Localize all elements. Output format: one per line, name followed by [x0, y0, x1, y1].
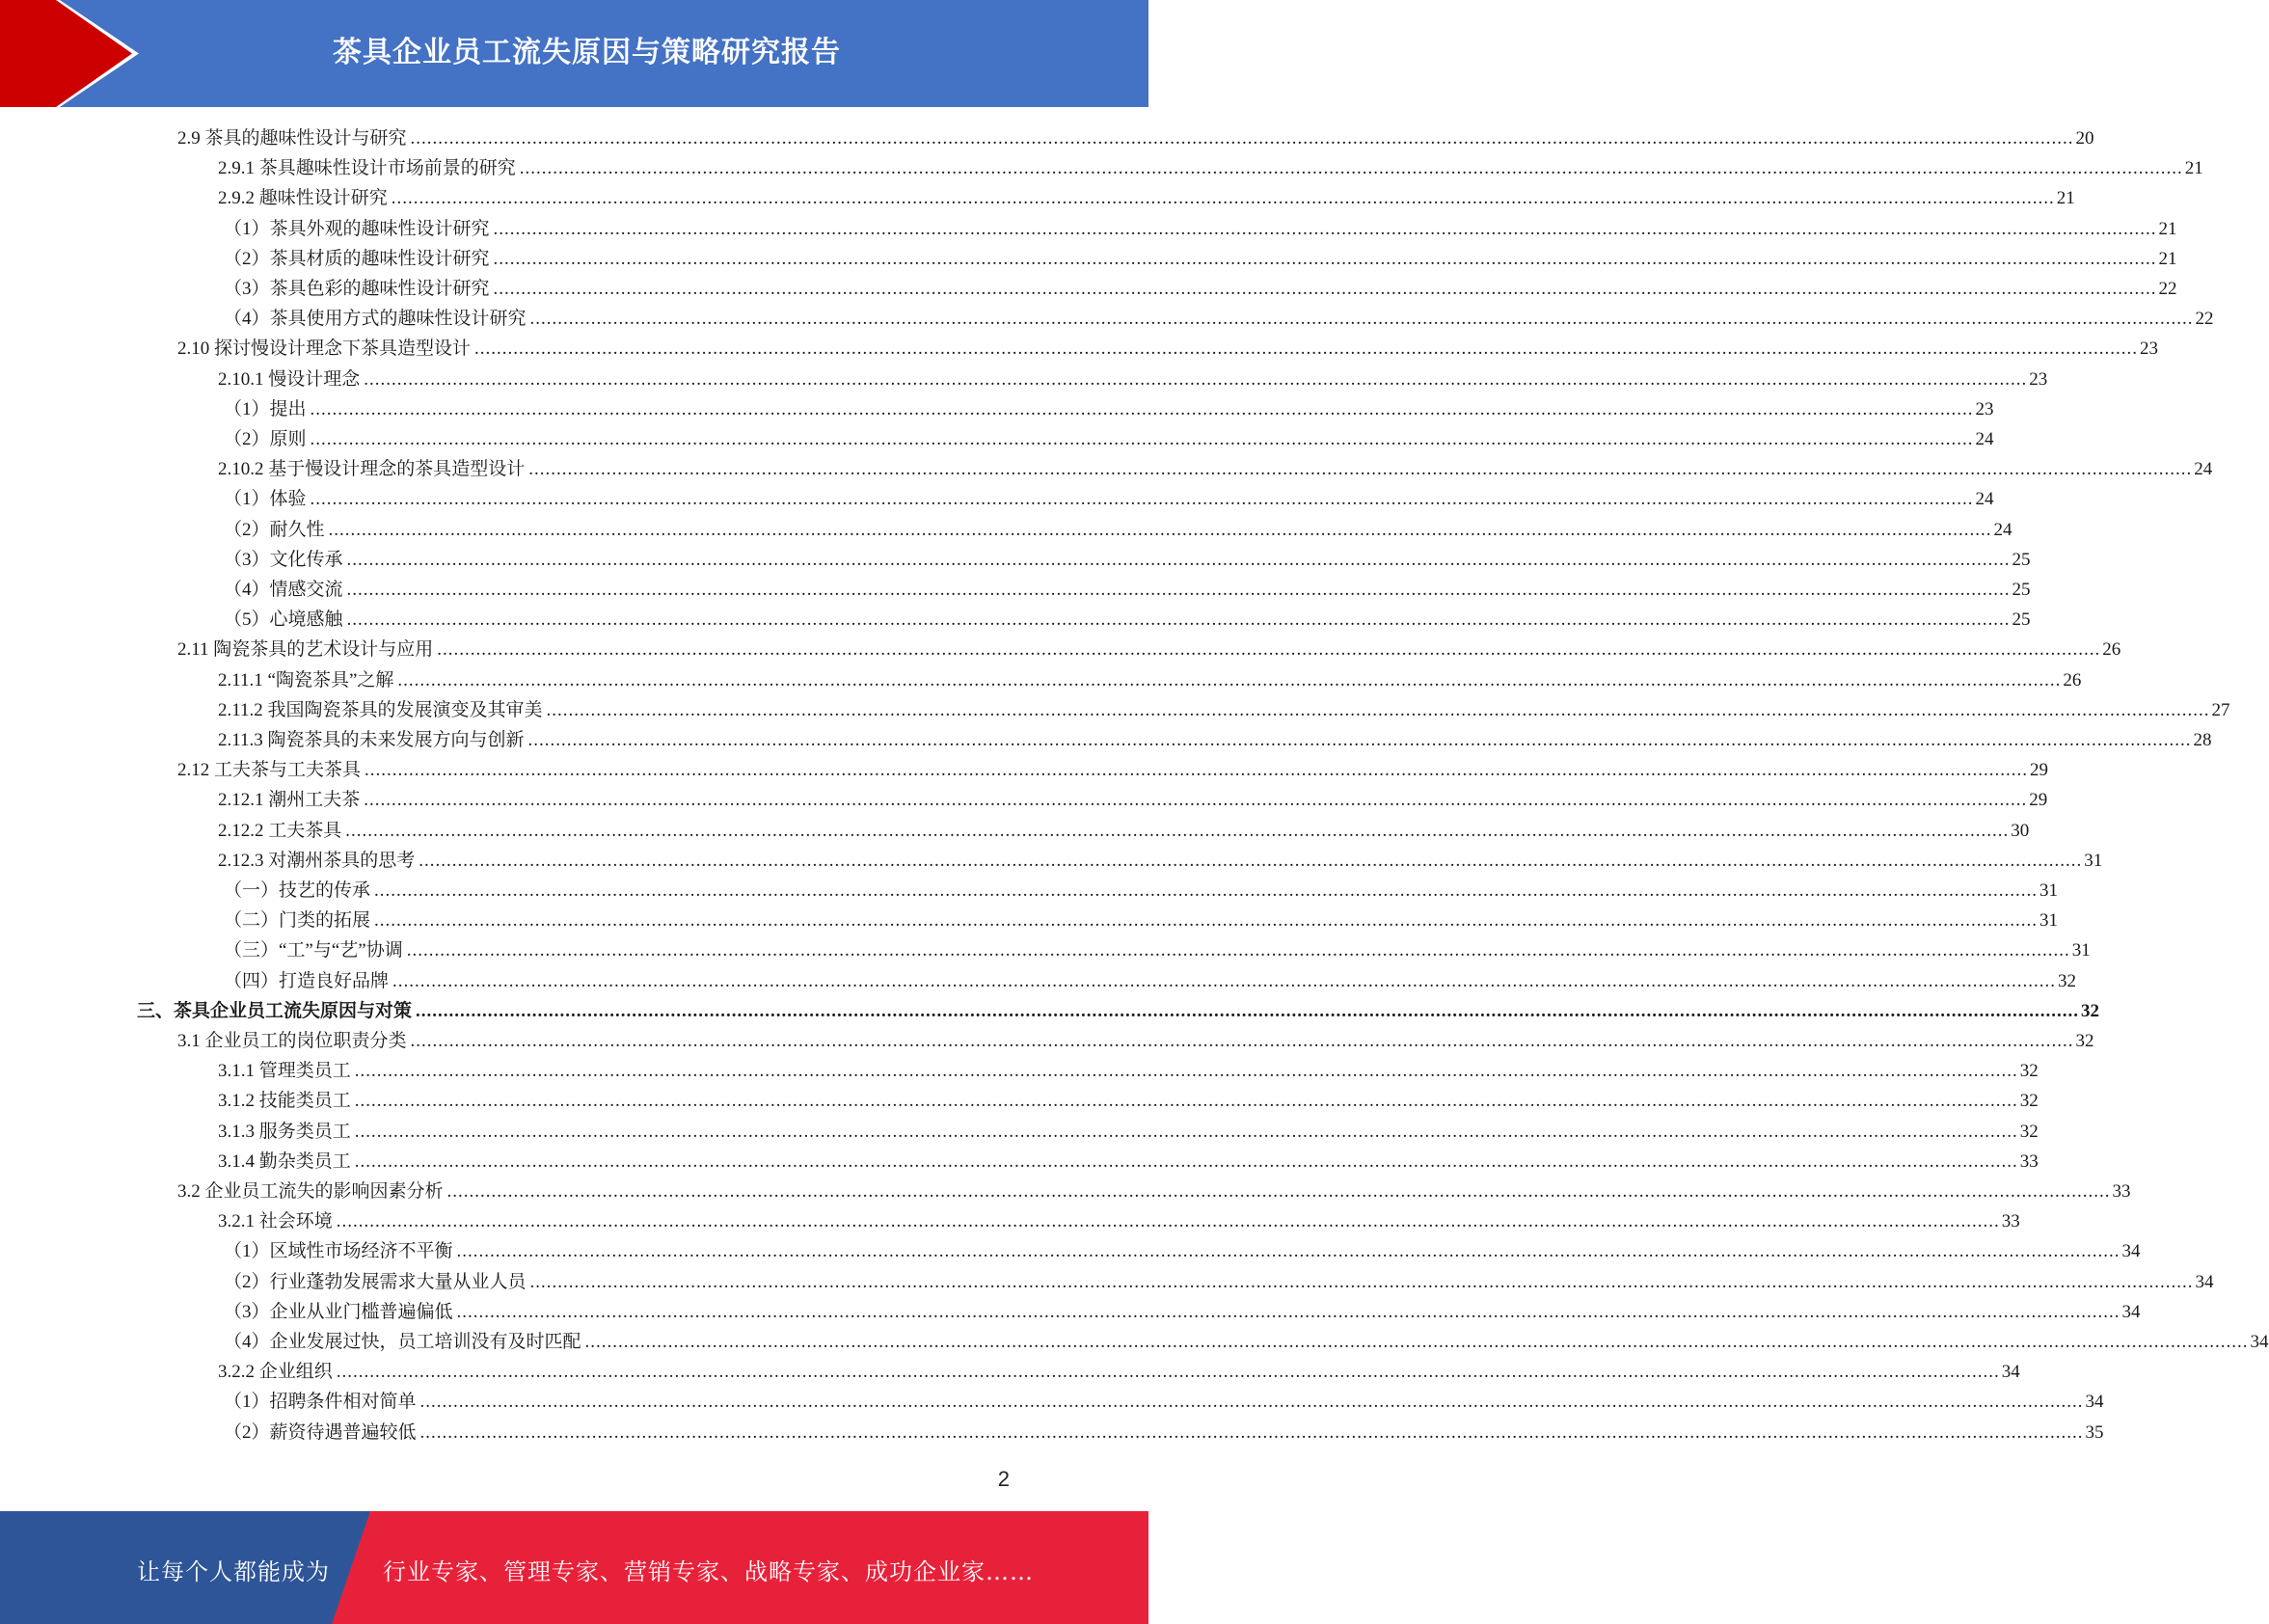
toc-entry[interactable] — [224, 1236, 2141, 1266]
toc-entry-label: 3.1.1 管理类员工 — [218, 1061, 351, 1082]
toc-entry-page: 32 — [2019, 1091, 2039, 1112]
toc-entry[interactable] — [218, 1357, 2020, 1387]
toc-dot-leader: ............................................................................................................................................................................................................................................................................................................ — [410, 1031, 2074, 1051]
toc-entry-page: 31 — [2039, 880, 2059, 901]
toc-entry-page: 24 — [1975, 429, 1994, 449]
toc-entry-page: 34 — [2250, 1332, 2269, 1352]
toc-entry-label: （2）茶具材质的趣味性设计研究 — [224, 248, 490, 269]
footer-slogan-right: 行业专家、管理专家、营销专家、战略专家、成功企业家…… — [383, 1558, 1034, 1585]
toc-entry-label: （2）原则 — [224, 429, 307, 449]
toc-entry-label: 2.12 工夫茶与工夫茶具 — [177, 760, 362, 781]
toc-entry-label: 三、茶具企业员工流失原因与对策 — [137, 1000, 413, 1021]
toc-dot-leader: ............................................................................................................................................................................................................................................................................................................ — [527, 730, 2192, 750]
toc-entry-label: 2.9.1 茶具趣味性设计市场前景的研究 — [218, 158, 516, 179]
toc-entry[interactable] — [224, 304, 2214, 334]
toc-entry-page: 32 — [2019, 1121, 2039, 1142]
toc-entry[interactable] — [218, 1086, 2039, 1116]
toc-entry-label: （一）技艺的传承 — [224, 880, 371, 901]
toc-entry-page: 22 — [2195, 309, 2214, 330]
toc-entry-label: （2）行业蓬勃发展需求大量从业人员 — [224, 1271, 527, 1292]
toc-entry-page: 20 — [2075, 128, 2094, 149]
toc-dot-leader: ............................................................................................................................................................................................................................................................................................................ — [391, 188, 2055, 209]
toc-entry[interactable] — [218, 695, 2230, 725]
toc-entry[interactable] — [224, 966, 2077, 996]
toc-dot-leader: ............................................................................................................................................................................................................................................................................................................ — [336, 1211, 2000, 1232]
toc-entry-page: 21 — [2158, 248, 2177, 269]
toc-entry-label: （四）打造良好品牌 — [224, 970, 390, 991]
toc-entry-page: 24 — [1975, 489, 1994, 510]
toc-dot-leader: ............................................................................................................................................................................................................................................................................................................ — [336, 1362, 2000, 1383]
toc-entry[interactable] — [218, 725, 2212, 755]
toc-entry-page: 25 — [2012, 609, 2031, 631]
toc-entry-label: 3.1.3 服务类员工 — [218, 1121, 351, 1142]
toc-entry[interactable] — [177, 755, 2049, 785]
toc-entry-page: 28 — [2193, 730, 2212, 750]
toc-entry-label: 2.11.2 我国陶瓷茶具的发展演变及其审美 — [218, 699, 543, 720]
toc-entry[interactable] — [224, 906, 2059, 935]
toc-entry-page: 34 — [2001, 1362, 2020, 1383]
toc-entry-label: （1）招聘条件相对简单 — [224, 1392, 417, 1413]
toc-dot-leader: ............................................................................................................................................................................................................................................................................................................ — [493, 279, 2157, 299]
toc-entry-page: 23 — [2029, 368, 2048, 390]
toc-entry-label: 3.2.1 社会环境 — [218, 1211, 333, 1232]
toc-entry[interactable] — [218, 785, 2048, 815]
toc-entry[interactable] — [177, 635, 2121, 664]
toc-dot-leader: ............................................................................................................................................................................................................................................................................................................ — [345, 820, 2010, 841]
toc-dot-leader: ............................................................................................................................................................................................................................................................................................................ — [354, 1121, 2018, 1142]
toc-entry-page: 24 — [2194, 459, 2213, 480]
toc-entry[interactable] — [218, 1056, 2039, 1086]
toc-dot-leader: ............................................................................................................................................................................................................................................................................................................ — [546, 699, 2210, 720]
toc-dot-leader: ............................................................................................................................................................................................................................................................................................................ — [354, 1091, 2018, 1112]
toc-entry[interactable] — [218, 365, 2048, 394]
toc-entry[interactable] — [224, 274, 2177, 304]
toc-dot-leader: ............................................................................................................................................................................................................................................................................................................ — [474, 338, 2139, 360]
toc-entry-page: 33 — [2019, 1150, 2039, 1172]
toc-entry[interactable] — [218, 846, 2103, 876]
toc-entry[interactable] — [224, 1387, 2104, 1417]
page-header — [0, 0, 1148, 107]
toc-entry-label: 3.1.2 技能类员工 — [218, 1091, 351, 1112]
toc-entry[interactable] — [224, 935, 2091, 965]
toc-entry-page: 21 — [2056, 188, 2075, 209]
toc-entry-label: 2.10.2 基于慢设计理念的茶具造型设计 — [218, 459, 526, 480]
toc-dot-leader: ............................................................................................................................................................................................................................................................................................................ — [419, 850, 2083, 871]
toc-dot-leader: ............................................................................................................................................................................................................................................................................................................ — [416, 1000, 2080, 1021]
toc-entry[interactable] — [224, 876, 2059, 906]
document-title: 茶具企业员工流失原因与策略研究报告 — [333, 36, 841, 69]
page-footer — [0, 1511, 1148, 1624]
toc-entry[interactable] — [218, 1206, 2020, 1236]
toc-entry-label: （4）企业发展过快，员工培训没有及时匹配 — [224, 1332, 581, 1352]
toc-dot-leader: ............................................................................................................................................................................................................................................................................................................ — [519, 158, 2183, 179]
toc-dot-leader: ............................................................................................................................................................................................................................................................................................................ — [365, 760, 2029, 781]
toc-entry-page: 33 — [2001, 1211, 2020, 1232]
toc-entry[interactable] — [218, 153, 2203, 183]
toc-entry[interactable] — [218, 1147, 2039, 1177]
toc-entry-label: 2.12.3 对潮州茶具的思考 — [218, 850, 416, 871]
toc-entry-page: 27 — [2211, 699, 2230, 720]
toc-entry-label: （2）耐久性 — [224, 519, 325, 540]
toc-entry-page: 34 — [2085, 1392, 2104, 1413]
toc-entry[interactable] — [224, 545, 2031, 575]
toc-entry-label: （1）茶具外观的趣味性设计研究 — [224, 218, 490, 239]
toc-entry-label: 2.9.2 趣味性设计研究 — [218, 188, 388, 209]
toc-entry-page: 21 — [2158, 218, 2177, 239]
toc-dot-leader: ............................................................................................................................................................................................................................................................................................................ — [456, 1301, 2120, 1322]
toc-entry-page: 29 — [2029, 790, 2048, 811]
toc-dot-leader: ............................................................................................................................................................................................................................................................................................................ — [364, 368, 2028, 390]
toc-entry-page: 29 — [2030, 760, 2049, 781]
toc-entry[interactable] — [224, 1418, 2104, 1448]
toc-dot-leader: ............................................................................................................................................................................................................................................................................................................ — [446, 1181, 2111, 1202]
toc-dot-leader: ............................................................................................................................................................................................................................................................................................................ — [328, 519, 1992, 540]
toc-entry[interactable] — [224, 244, 2177, 274]
toc-dot-leader: ............................................................................................................................................................................................................................................................................................................ — [410, 128, 2074, 149]
toc-entry-page: 25 — [2012, 580, 2031, 600]
toc-dot-leader: ............................................................................................................................................................................................................................................................................................................ — [346, 549, 2011, 570]
toc-entry-label: （4）情感交流 — [224, 580, 343, 600]
toc-dot-leader: ............................................................................................................................................................................................................................................................................................................ — [529, 1271, 2194, 1292]
toc-dot-leader: ............................................................................................................................................................................................................................................................................................................ — [529, 309, 2194, 330]
toc-entry-label: （1）体验 — [224, 489, 307, 510]
toc-entry[interactable] — [177, 1177, 2131, 1206]
toc-entry[interactable] — [218, 183, 2075, 213]
toc-entry-label: （二）门类的拓展 — [224, 910, 371, 932]
toc-entry-page: 26 — [2063, 669, 2082, 690]
toc-dot-leader: ............................................................................................................................................................................................................................................................................................................ — [493, 218, 2157, 239]
toc-dot-leader: ............................................................................................................................................................................................................................................................................................................ — [374, 910, 2039, 932]
toc-entry[interactable] — [224, 484, 1994, 514]
toc-entry-page: 24 — [1993, 519, 2012, 540]
toc-entry[interactable] — [224, 1267, 2214, 1297]
toc-dot-leader: ............................................................................................................................................................................................................................................................................................................ — [584, 1332, 2249, 1352]
toc-dot-leader: ............................................................................................................................................................................................................................................................................................................ — [493, 248, 2157, 269]
toc-entry-label: 3.2 企业员工流失的影响因素分析 — [177, 1181, 444, 1202]
toc-entry[interactable] — [224, 605, 2031, 635]
toc-entry[interactable] — [224, 1327, 2269, 1357]
toc-entry-label: （3）茶具色彩的趣味性设计研究 — [224, 279, 490, 299]
toc-entry-page: 34 — [2121, 1241, 2141, 1262]
toc-dot-leader: ............................................................................................................................................................................................................................................................................................................ — [419, 1421, 2084, 1443]
toc-entry-page: 33 — [2112, 1181, 2131, 1202]
toc-entry[interactable] — [224, 394, 1994, 424]
toc-entry[interactable] — [224, 424, 1994, 454]
toc-entry[interactable] — [177, 334, 2159, 364]
toc-entry-page: 35 — [2085, 1421, 2104, 1443]
toc-entry-label: （5）心境感触 — [224, 609, 343, 631]
toc-entry[interactable] — [218, 665, 2082, 695]
toc-entry-page: 30 — [2011, 820, 2030, 841]
toc-entry-page: 21 — [2184, 158, 2203, 179]
toc-dot-leader: ............................................................................................................................................................................................................................................................................................................ — [397, 669, 2062, 690]
footer-slogan-left: 让每个人都能成为 — [137, 1558, 330, 1585]
toc-entry-page: 34 — [2121, 1301, 2141, 1322]
toc-dot-leader: ............................................................................................................................................................................................................................................................................................................ — [528, 459, 2193, 480]
toc-entry-label: 2.11.3 陶瓷茶具的未来发展方向与创新 — [218, 730, 525, 750]
toc-dot-leader: ............................................................................................................................................................................................................................................................................................................ — [437, 639, 2101, 661]
toc-entry-label: 3.1.4 勤杂类员工 — [218, 1150, 351, 1172]
toc-entry-page: 26 — [2102, 639, 2121, 661]
toc-entry[interactable] — [137, 996, 2100, 1026]
toc-entry-label: 3.1 企业员工的岗位职责分类 — [177, 1031, 407, 1051]
toc-entry-label: 2.12.2 工夫茶具 — [218, 820, 342, 841]
toc-entry-page: 25 — [2012, 549, 2031, 570]
toc-entry-page: 23 — [1975, 398, 1994, 420]
toc-dot-leader: ............................................................................................................................................................................................................................................................................................................ — [346, 580, 2011, 600]
toc-entry[interactable] — [224, 515, 2012, 545]
toc-entry[interactable] — [177, 123, 2094, 153]
toc-entry-label: （1）区域性市场经济不平衡 — [224, 1241, 453, 1262]
toc-entry-label: 2.12.1 潮州工夫茶 — [218, 790, 361, 811]
toc-entry-page: 32 — [2058, 970, 2077, 991]
toc-entry[interactable] — [224, 214, 2177, 244]
toc-entry-label: （3）企业从业门槛普遍偏低 — [224, 1301, 453, 1322]
toc-dot-leader: ............................................................................................................................................................................................................................................................................................................ — [310, 429, 1974, 449]
toc-dot-leader: ............................................................................................................................................................................................................................................................................................................ — [310, 398, 1974, 420]
toc-entry-label: 2.10 探讨慢设计理念下茶具造型设计 — [177, 338, 472, 360]
toc-dot-leader: ............................................................................................................................................................................................................................................................................................................ — [354, 1061, 2018, 1082]
toc-entry-label: （3）文化传承 — [224, 549, 343, 570]
toc-dot-leader: ............................................................................................................................................................................................................................................................................................................ — [346, 609, 2011, 631]
toc-dot-leader: ............................................................................................................................................................................................................................................................................................................ — [419, 1392, 2084, 1413]
toc-dot-leader: ............................................................................................................................................................................................................................................................................................................ — [456, 1241, 2120, 1262]
toc-entry-label: （三）“工”与“艺”协调 — [224, 940, 403, 961]
toc-entry-label: 3.2.2 企业组织 — [218, 1362, 333, 1383]
toc-entry-label: 2.11 陶瓷茶具的艺术设计与应用 — [177, 639, 434, 661]
toc-entry[interactable] — [177, 1026, 2094, 1056]
toc-entry-page: 34 — [2195, 1271, 2214, 1292]
toc-entry-page: 31 — [2071, 940, 2091, 961]
toc-entry[interactable] — [218, 454, 2213, 484]
toc-dot-leader: ............................................................................................................................................................................................................................................................................................................ — [364, 790, 2028, 811]
toc-entry-page: 31 — [2084, 850, 2103, 871]
toc-entry-label: 2.9 茶具的趣味性设计与研究 — [177, 128, 407, 149]
toc-dot-leader: ............................................................................................................................................................................................................................................................................................................ — [392, 970, 2057, 991]
toc-entry-page: 23 — [2140, 338, 2159, 360]
toc-entry-page: 32 — [2081, 1000, 2100, 1021]
toc-dot-leader: ............................................................................................................................................................................................................................................................................................................ — [374, 880, 2039, 901]
toc-entry[interactable] — [218, 1117, 2039, 1147]
toc-entry-label: （4）茶具使用方式的趣味性设计研究 — [224, 309, 527, 330]
toc-dot-leader: ............................................................................................................................................................................................................................................................................................................ — [406, 940, 2070, 961]
toc-dot-leader: ............................................................................................................................................................................................................................................................................................................ — [310, 489, 1974, 510]
page-number: 2 — [997, 1467, 1010, 1491]
toc-entry[interactable] — [224, 1297, 2141, 1327]
toc-entry-label: 2.11.1 “陶瓷茶具”之解 — [218, 669, 394, 690]
toc-entry-page: 22 — [2158, 279, 2177, 299]
toc-entry-page: 31 — [2039, 910, 2059, 932]
toc-entry-label: 2.10.1 慢设计理念 — [218, 368, 361, 390]
toc-entry-page: 32 — [2075, 1031, 2094, 1051]
toc-entry-label: （1）提出 — [224, 398, 307, 420]
toc-dot-leader: ............................................................................................................................................................................................................................................................................................................ — [354, 1150, 2018, 1172]
toc-entry[interactable] — [218, 816, 2030, 846]
toc-entry-page: 32 — [2019, 1061, 2039, 1082]
toc-entry-label: （2）薪资待遇普遍较低 — [224, 1421, 417, 1443]
toc-entry[interactable] — [224, 575, 2031, 605]
